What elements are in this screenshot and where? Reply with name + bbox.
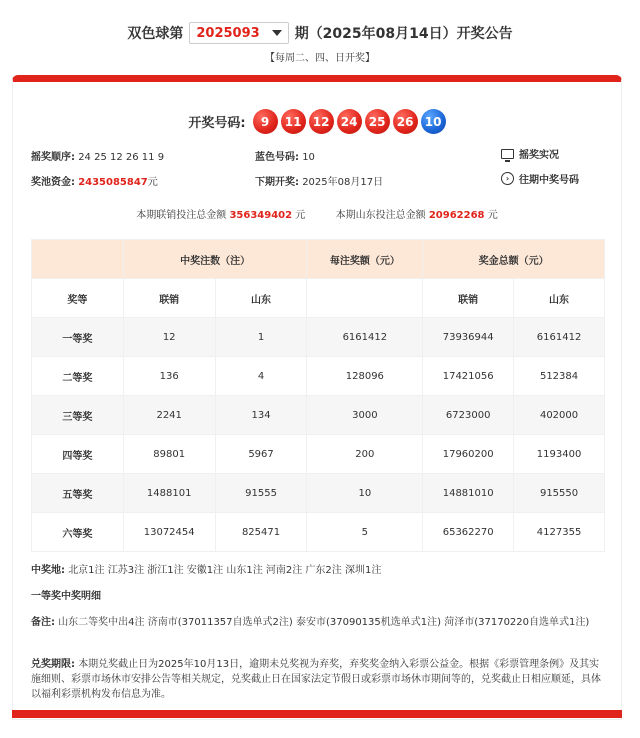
per-prize: 128096 — [307, 357, 423, 396]
union-winners: 1488101 — [123, 474, 215, 513]
history-link-label: 往期中奖号码 — [519, 175, 579, 186]
blue-number-value: 10 — [302, 152, 315, 163]
table-row — [32, 318, 605, 357]
draw-date-title: 期（2025年08月14日）开奖公告 — [294, 26, 513, 42]
header-total-prize: 奖金总额（元） — [423, 240, 605, 279]
sales-totals — [13, 206, 621, 221]
remarks — [31, 615, 607, 630]
red-ball: 12 — [309, 109, 334, 134]
header-sd: 山东 — [215, 279, 307, 318]
remarks-label: 备注: — [31, 617, 55, 628]
draw-order-value: 24 25 12 26 11 9 — [78, 152, 165, 163]
claim-deadline — [31, 657, 607, 702]
sd-total: 915550 — [514, 474, 605, 513]
red-ball: 24 — [337, 109, 362, 134]
issue-select[interactable] — [189, 22, 288, 44]
sd-winners: 1 — [215, 318, 307, 357]
table-row — [32, 435, 605, 474]
blue-number — [255, 148, 315, 163]
monitor-icon — [501, 149, 514, 159]
issue-value: 2025093 — [196, 25, 260, 41]
union-winners: 2241 — [123, 396, 215, 435]
jackpot-pool — [31, 173, 158, 188]
union-winners: 89801 — [123, 435, 215, 474]
per-prize: 5 — [307, 513, 423, 552]
jackpot-pool-unit: 元 — [147, 177, 158, 188]
prize-level: 四等奖 — [32, 435, 124, 474]
table-subheader-row — [32, 279, 605, 318]
sd-winners: 825471 — [215, 513, 307, 552]
claim-deadline-label: 兑奖期限: — [31, 659, 75, 670]
union-sales-value: 356349402 — [229, 210, 293, 221]
header-sd: 山东 — [514, 279, 605, 318]
sd-winners: 134 — [215, 396, 307, 435]
jackpot-pool-label: 奖池资金: — [31, 177, 75, 188]
table-header-row — [32, 240, 605, 279]
game-title: 双色球第 — [127, 26, 184, 42]
first-prize-detail-title: 一等奖中奖明细 — [31, 591, 101, 602]
sd-total: 512384 — [514, 357, 605, 396]
sd-total: 4127355 — [514, 513, 605, 552]
prize-level: 三等奖 — [32, 396, 124, 435]
sd-sales-value: 20962268 — [428, 210, 485, 221]
prize-level: 二等奖 — [32, 357, 124, 396]
winning-regions-label: 中奖地: — [31, 565, 65, 576]
next-draw-value: 2025年08月17日 — [302, 177, 384, 188]
sd-total: 1193400 — [514, 435, 605, 474]
draw-video-label: 摇奖实况 — [519, 150, 559, 161]
card-bottom-bar — [12, 710, 622, 718]
sd-total: 402000 — [514, 396, 605, 435]
union-sales-label: 本期联销投注总金额 — [136, 210, 227, 221]
union-winners: 12 — [123, 318, 215, 357]
red-ball: 25 — [365, 109, 390, 134]
red-ball: 9 — [253, 109, 278, 134]
draw-order — [31, 148, 164, 163]
union-winners: 13072454 — [123, 513, 215, 552]
sd-winners: 91555 — [215, 474, 307, 513]
per-prize: 6161412 — [307, 318, 423, 357]
table-row — [32, 357, 605, 396]
table-row — [32, 513, 605, 552]
sd-total: 6161412 — [514, 318, 605, 357]
winning-regions-value: 北京1注 江苏3注 浙江1注 安徽1注 山东1注 河南2注 广东2注 深圳1注 — [68, 565, 382, 576]
red-ball: 11 — [281, 109, 306, 134]
union-total: 6723000 — [423, 396, 514, 435]
prize-table — [31, 239, 605, 552]
union-total: 17421056 — [423, 357, 514, 396]
next-draw-label: 下期开奖: — [255, 177, 299, 188]
remarks-value: 山东二等奖中出4注 济南市(37011357自选单式2注) 泰安市(37090135机选单式1注) 菏泽市(37170220自选单式1注) — [58, 617, 590, 628]
prize-level: 一等奖 — [32, 318, 124, 357]
result-card — [12, 75, 622, 720]
table-row — [32, 396, 605, 435]
prize-level: 五等奖 — [32, 474, 124, 513]
header-union: 联销 — [123, 279, 215, 318]
union-total: 17960200 — [423, 435, 514, 474]
winning-regions — [31, 563, 607, 578]
per-prize: 200 — [307, 435, 423, 474]
header-per-prize: 每注奖额（元） — [307, 240, 423, 279]
header-union: 联销 — [423, 279, 514, 318]
winning-numbers — [13, 109, 621, 134]
union-total: 65362270 — [423, 513, 514, 552]
draw-order-label: 摇奖顺序: — [31, 152, 75, 163]
header-winners: 中奖注数（注） — [123, 240, 307, 279]
blue-number-label: 蓝色号码: — [255, 152, 299, 163]
claim-deadline-value: 本期兑奖截止日为2025年10月13日，逾期未兑奖视为弃奖，弃奖奖金纳入彩票公益金。根据《彩票管理条例》及其实施细则、彩票市场休市安排公告等相关规定，兑奖截止日在国家法定节假日或彩票市场休市期间等的，兑奖截止日相应顺延，具体以福利彩票机构发布信息为准。 — [31, 659, 601, 700]
sd-sales-unit: 元 — [487, 210, 498, 221]
sd-sales-label: 本期山东投注总金额 — [335, 210, 426, 221]
red-ball: 26 — [393, 109, 418, 134]
page-title — [0, 22, 640, 44]
sd-winners: 4 — [215, 357, 307, 396]
per-prize: 3000 — [307, 396, 423, 435]
union-winners: 136 — [123, 357, 215, 396]
union-total: 73936944 — [423, 318, 514, 357]
blue-ball: 10 — [421, 109, 446, 134]
history-link[interactable] — [501, 171, 579, 186]
per-prize: 10 — [307, 474, 423, 513]
draw-video-link[interactable] — [501, 146, 559, 161]
chevron-down-icon — [272, 30, 282, 36]
header-level: 奖等 — [32, 279, 124, 318]
draw-schedule: 【每周二、四、日开奖】 — [265, 53, 375, 64]
union-total: 14881010 — [423, 474, 514, 513]
table-row — [32, 474, 605, 513]
prize-level: 六等奖 — [32, 513, 124, 552]
winning-numbers-label: 开奖号码: — [188, 116, 246, 131]
sd-winners: 5967 — [215, 435, 307, 474]
next-draw — [255, 173, 383, 188]
jackpot-pool-value: 2435085847 — [78, 177, 148, 188]
arrow-right-circle-icon: › — [501, 172, 514, 185]
union-sales-unit: 元 — [295, 210, 306, 221]
